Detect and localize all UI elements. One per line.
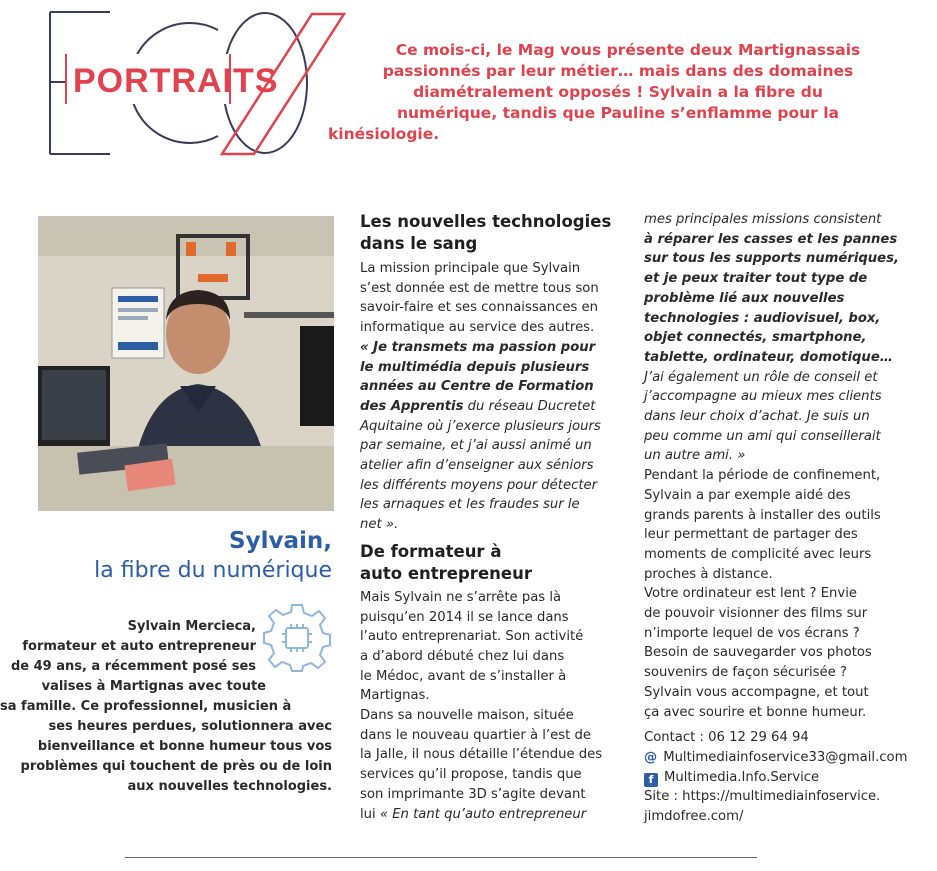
article-column-1 [360,211,630,824]
paragraph-line: informatique au service des autres. [360,320,595,336]
caption-subtitle: la fibre du numérique [94,558,332,583]
paragraph-line: Pendant la période de confinement, [644,468,881,484]
quote-line: le multimédia depuis plusieurs [360,359,590,375]
facebook-page[interactable]: Multimedia.Info.Service [664,769,820,785]
portrait-photo [38,216,334,511]
paragraph-line: son imprimante 3D s’agite devant [360,786,586,802]
bio-line: sa famille. Ce professionnel, musicien à [0,699,292,714]
section-heading: De formateur à [360,541,502,561]
intro-line: kinésiologie. [328,125,440,143]
paragraph-line: savoir-faire et ses connaissances en [360,300,599,316]
bio-line: Sylvain Mercieca, [127,619,256,634]
section-heading: dans le sang [360,234,478,253]
website-link[interactable]: jimdofree.com/ [644,809,744,825]
paragraph-line: ça avec sourire et bonne humeur. [644,704,867,720]
paragraph-line: Martignas. [360,688,430,704]
paragraph-line: grands parents à installer des outils [644,507,881,523]
paragraph-line: le Médoc, avant de s’installer à [360,668,567,684]
bio-line: aux nouvelles technologies. [127,779,332,794]
quote-line: dans leur choix d’achat. Je suis un [644,409,870,425]
paragraph-line: moments de complicité avec leurs [644,546,872,562]
quote-line: objet connectés, smartphone, [644,330,867,346]
paragraph-line: proches à distance. [644,566,773,582]
paragraph-line: dans le nouveau quartier à l’est de [360,727,591,743]
intro-line: diamétralement opposés ! Sylvain a la fibre du [413,83,823,101]
paragraph-line: lui [360,806,380,822]
intro-line: numérique, tandis que Pauline s’enflamme pour la [396,104,839,122]
quote-line: J’ai également un rôle de conseil et [644,369,878,385]
quote-line: j’accompagne au mieux mes clients [644,389,882,405]
paragraph-line: la Jalle, il nous détaille l’étendue des [360,747,603,763]
website-link[interactable]: Site : https://multimediainfoservice. [644,789,881,805]
paragraph-line: Besoin de sauvegarder vos photos [644,645,872,661]
bio-line: problèmes qui touchent de près ou de loin [20,759,332,774]
paragraph-line: s’est donnée est de mettre tous son [360,280,599,296]
contact-phone[interactable]: Contact : 06 12 29 64 94 [644,730,809,746]
facebook-icon: f [644,773,658,787]
bio-line: ses heures perdues, solutionnera avec [48,719,332,734]
paragraph-line: souvenirs de façon sécurisée ? [644,665,847,681]
bottom-rule [125,857,757,858]
paragraph-line: n’importe lequel de vos écrans ? [644,625,860,641]
paragraph-line: Mais Sylvain ne s’arrête pas là [360,589,562,605]
quote-line: « Je transmets ma passion pour [360,339,596,355]
intro-text [328,40,908,145]
intro-line: passionnés par leur métier… mais dans des domaines [382,62,854,80]
at-sign-icon: @ [644,749,658,765]
logo-word: PORTRAITS [73,62,279,100]
caption-name: Sylvain, [229,528,332,554]
quote-line: les différents moyens pour détecter [360,477,598,493]
quote-line: et je peux traiter tout type de [644,271,868,287]
quote-line: années au Centre de Formation [360,379,594,395]
quote-line: tablette, ordinateur, domotique… [644,349,893,365]
eco-portraits-logo [40,6,350,156]
paragraph-line: de pouvoir visionner des films sur [644,606,868,622]
paragraph-line: La mission principale que Sylvain [360,261,581,276]
paragraph-line: Sylvain vous accompagne, et tout [644,684,869,700]
paragraph-line: services qu’il propose, tandis que [360,767,582,783]
quote-line: un autre ami. » [644,448,746,464]
paragraph-line: Votre ordinateur est lent ? Envie [644,586,857,602]
paragraph-line: leur permettant de partager des [644,527,858,543]
quote-line: « En tant qu’auto entrepreneur [379,806,587,822]
quote-line: du réseau Ducretet [463,398,596,414]
quote-line: technologies : audiovisuel, box, [644,310,881,326]
quote-line: Aquitaine où j’exerce plusieurs jours [360,418,601,434]
section-heading: Les nouvelles technologies [360,212,612,231]
quote-line: mes principales missions consistent [644,212,882,227]
article-column-2 [644,210,929,827]
paragraph-line: puisqu’en 2014 il se lance dans [360,609,569,625]
intro-line: Ce mois-ci, le Mag vous présente deux Martignassais [395,41,861,59]
quote-line: des Apprentis [360,398,464,414]
paragraph-line: a d’abord débuté chez lui dans [360,648,565,664]
bio-line: valises à Martignas avec toute [41,679,266,694]
paragraph-line: l’auto entreprenariat. Son activité [360,629,584,645]
paragraph-line: Sylvain a par exemple aidé des [644,487,851,503]
quote-line: sur tous les supports numériques, [644,251,899,267]
photo-caption [40,526,332,586]
bio-text [0,617,332,797]
quote-line: à réparer les casses et les pannes [644,231,898,247]
person-at-desk-icon [38,216,334,511]
quote-line: par semaine, et j’ai aussi animé un [360,438,592,454]
paragraph-line: Dans sa nouvelle maison, située [360,708,574,724]
bio-line: de 49 ans, a récemment posé ses [10,659,256,674]
quote-line: atelier afin d’enseigner aux séniors [360,458,594,474]
bio-line: formateur et auto entrepreneur [22,639,256,654]
quote-line: peu comme un ami qui conseillerait [644,428,881,444]
quote-line: net ». [360,517,399,533]
section-heading: auto entrepreneur [360,563,532,583]
contact-email[interactable]: Multimediainfoservice33@gmail.com [663,749,908,765]
quote-line: problème lié aux nouvelles [644,290,845,306]
bio-line: bienveillance et bonne humeur tous vos [37,739,332,754]
quote-line: les arnaques et les fraudes sur le [360,497,580,513]
